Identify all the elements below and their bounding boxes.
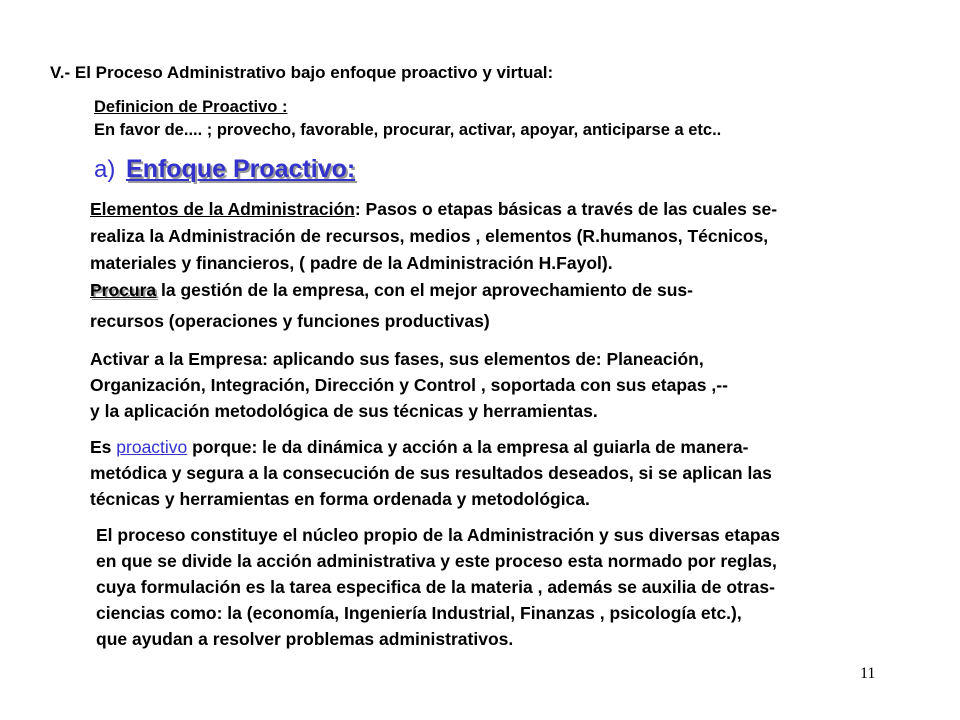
activar-paragraph — [90, 346, 728, 424]
proactivo-link[interactable]: proactivo — [116, 437, 188, 457]
proceso-line: El proceso constituye el núcleo propio de la Administración y sus diversas etapas — [96, 525, 781, 545]
enfoque-letter: a) — [94, 156, 116, 183]
elementos-line: : Pasos o etapas básicas a través de las cuales se- — [354, 199, 778, 219]
procura-label: Procura — [90, 280, 157, 300]
proceso-line: ciencias como: la (economía, Ingeniería Industrial, Finanzas , psicología etc.), — [96, 603, 742, 623]
slide-heading: V.- El Proceso Administrativo bajo enfoque proactivo y virtual: — [50, 63, 554, 82]
activar-line: Activar a la Empresa: aplicando sus fases, sus elementos de: Planeación, — [90, 349, 704, 369]
page-number: 11 — [860, 665, 876, 682]
activar-line: y la aplicación metodológica de sus técnicas y herramientas. — [90, 401, 598, 421]
procura-line: recursos (operaciones y funciones productivas) — [90, 311, 490, 331]
proactivo-paragraph — [90, 434, 772, 512]
procura-paragraph — [90, 277, 693, 335]
enfoque-title: Enfoque Proactivo: — [126, 155, 356, 183]
proactivo-line: técnicas y herramientas en forma ordenada y metodológica. — [90, 489, 590, 509]
activar-line: Organización, Integración, Dirección y Control , soportada con sus etapas ,-- — [90, 375, 728, 395]
proceso-line: cuya formulación es la tarea especifica de la materia , además se auxilia de otras- — [96, 577, 775, 597]
elementos-label: Elementos de la Administración — [90, 199, 355, 219]
proactivo-prefix: Es — [90, 437, 117, 457]
proactivo-line: metódica y segura a la consecución de sus resultados deseados, si se aplican las — [90, 463, 772, 483]
definition-text: En favor de.... ; provecho, favorable, procurar, activar, apoyar, anticiparse a etc.. — [94, 121, 722, 139]
proceso-paragraph — [96, 522, 780, 652]
elementos-line: realiza la Administración de recursos, medios , elementos (R.humanos, Técnicos, — [90, 226, 769, 246]
elementos-paragraph — [90, 196, 777, 277]
proceso-line: en que se divide la acción administrativa y este proceso esta normado por reglas, — [96, 551, 777, 571]
definition-block — [94, 96, 721, 142]
definition-label: Definicion de Proactivo : — [94, 98, 288, 116]
elementos-line: materiales y financieros, ( padre de la Administración H.Fayol). — [90, 253, 613, 273]
proactivo-line: porque: le da dinámica y acción a la empresa al guiarla de manera- — [187, 437, 749, 457]
procura-line: la gestión de la empresa, con el mejor aprovechamiento de sus- — [156, 280, 693, 300]
enfoque-title-block — [94, 152, 355, 187]
proceso-line: que ayudan a resolver problemas administrativos. — [96, 629, 514, 649]
